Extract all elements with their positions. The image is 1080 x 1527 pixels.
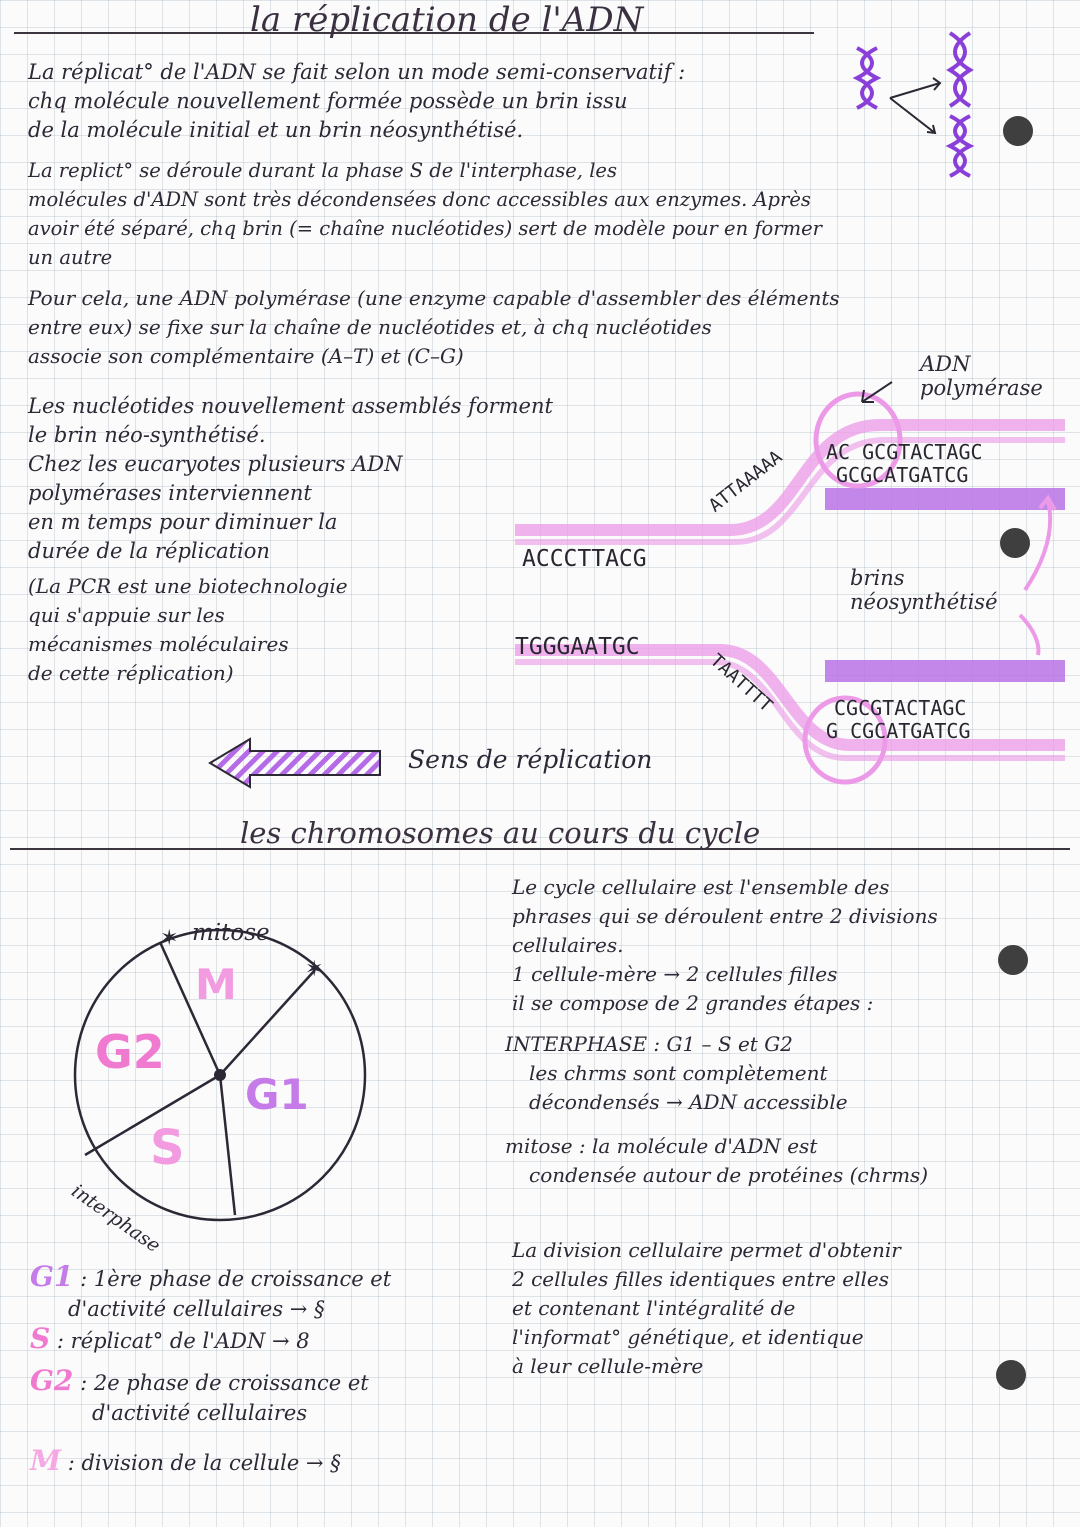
legend-g1: [30, 1262, 510, 1294]
new-strand-label-line-1: brins: [850, 566, 905, 590]
p2-line-3: avoir été séparé, chq brin (= chaîne nucléotides) sert de modèle pour en former: [28, 217, 822, 240]
interphase-arc-label: interphase: [67, 1180, 165, 1258]
p3-line-1: Pour cela, une ADN polymérase (une enzyme capable d'assembler des éléments: [28, 286, 840, 310]
new-strand-label: [850, 566, 998, 614]
interphase-line-3: décondensés → ADN accessible: [529, 1090, 848, 1114]
polymerase-label: [920, 352, 1043, 400]
p1-line-2: chq molécule nouvellement formée possède un brin issu: [28, 89, 628, 113]
phase-label-m: M: [195, 960, 237, 1009]
top-left-seq: ACCCTTACG: [522, 546, 647, 572]
section1-title: la réplication de l'ADN: [250, 0, 644, 40]
legend-key-g2: G2: [30, 1364, 74, 1397]
top-curve-seq: ATTAAAAA: [705, 446, 787, 517]
p4-line-6: durée de la réplication: [28, 539, 270, 563]
direction-arrow-icon: [205, 735, 385, 795]
legend-text-m: : division de la cellule → §: [67, 1451, 341, 1475]
polymerase-label-line-1: ADN: [920, 352, 971, 376]
svg-text:✶: ✶: [305, 957, 324, 982]
p5-line-1: (La PCR est une biotechnologie: [28, 574, 348, 598]
p4-line-3: Chez les eucaryotes plusieurs ADN: [28, 452, 403, 476]
p4-line-1: Les nucléotides nouvellement assemblés forment: [28, 394, 553, 418]
legend-key-m: M: [30, 1444, 61, 1477]
p4-line-5: en m temps pour diminuer la: [28, 510, 338, 534]
p2-line-4: un autre: [28, 246, 113, 269]
intro-line-3: cellulaires.: [512, 933, 624, 957]
legend-s: [30, 1324, 510, 1356]
legend-text-s: : réplicat° de l'ADN → 8: [56, 1329, 310, 1353]
p5-line-4: de cette réplication): [28, 661, 234, 685]
division-line-1: La division cellulaire permet d'obtenir: [512, 1238, 901, 1262]
p2-line-2: molécules d'ADN sont très décondensées donc accessibles aux enzymes. Après: [28, 188, 811, 211]
steps-intro-line: il se compose de 2 grandes étapes :: [512, 991, 874, 1015]
phase-label-g1: G1: [245, 1070, 309, 1119]
section2-title: les chromosomes au cours du cycle: [240, 816, 761, 850]
legend-g2: [30, 1366, 510, 1398]
legend-m: [30, 1446, 510, 1478]
phase-legend: [30, 1262, 510, 1478]
p5-line-3: mécanismes moléculaires: [28, 632, 289, 656]
cycle-intro: [512, 873, 1072, 1018]
paragraph-polymerase: [28, 284, 1058, 371]
p3-line-3: associe son complémentaire (A–T) et (C–G): [28, 344, 464, 368]
mother-cell-line: 1 cellule-mère → 2 cellules filles: [512, 962, 838, 986]
interphase-bullet: [505, 1030, 1045, 1117]
division-line-4: l'informat° génétique, et identique: [512, 1325, 864, 1349]
p1-line-1: La réplicat° de l'ADN se fait selon un mode semi-conservatif :: [28, 60, 686, 84]
p4-line-4: polymérases interviennent: [28, 481, 312, 505]
top-right-seq-2: GCGCATGATCG: [836, 463, 969, 487]
legend-g2-cont: d'activité cellulaires: [92, 1401, 308, 1425]
legend-key-s: S: [30, 1322, 51, 1355]
polymerase-label-line-2: polymérase: [920, 376, 1043, 400]
mitose-arc-label: mitose: [192, 920, 270, 946]
p5-line-2: qui s'appuie sur les: [28, 603, 225, 627]
division-paragraph: [512, 1236, 1072, 1381]
legend-text-g2: : 2e phase de croissance et: [80, 1371, 369, 1395]
p3-line-2: entre eux) se fixe sur la chaîne de nucléotides et, à chq nucléotides: [28, 315, 712, 339]
intro-line-1: Le cycle cellulaire est l'ensemble des: [512, 875, 890, 899]
division-line-3: et contenant l'intégralité de: [512, 1296, 796, 1320]
direction-label: Sens de réplication: [408, 745, 653, 774]
bottom-curve-seq: TAATTTT: [705, 650, 777, 717]
intro-line-2: phrases qui se déroulent entre 2 divisions: [512, 904, 938, 928]
paragraph-neosynthesis: [28, 392, 553, 566]
paragraph-semi-conservative: [28, 58, 848, 145]
mitose-line-2: condensée autour de protéines (chrms): [529, 1163, 929, 1187]
interphase-line-2: les chrms sont complètement: [529, 1061, 828, 1085]
mitose-bullet: [505, 1132, 1065, 1190]
paragraph-pcr: [28, 572, 488, 688]
division-line-5: à leur cellule-mère: [512, 1354, 704, 1378]
svg-text:✶: ✶: [160, 926, 179, 951]
bottom-right-seq-2: G CGCATGATCG: [826, 719, 971, 743]
paragraph-phase-s: [28, 156, 1058, 272]
binder-hole-1: [1003, 116, 1033, 146]
phase-label-s: S: [150, 1120, 185, 1176]
p2-line-1: La replict° se déroule durant la phase S de l'interphase, les: [28, 159, 617, 182]
p4-line-2: le brin néo-synthétisé.: [28, 423, 266, 447]
division-line-2: 2 cellules filles identiques entre elles: [512, 1267, 889, 1291]
phase-label-g2: G2: [95, 1025, 165, 1079]
legend-g1-cont: d'activité cellulaires → §: [68, 1297, 325, 1321]
top-right-seq-1: AC GCGTACTAGC: [826, 440, 983, 464]
mitose-line-1: mitose : la molécule d'ADN est: [505, 1134, 818, 1158]
new-strand-label-line-2: néosynthétisé: [850, 590, 998, 614]
legend-text-g1: : 1ère phase de croissance et: [80, 1267, 392, 1291]
bottom-right-seq-1: CGCGTACTAGC: [834, 696, 967, 720]
p1-line-3: de la molécule initial et un brin néosynthétisé.: [28, 118, 524, 142]
bottom-left-seq: TGGGAATGC: [515, 634, 640, 660]
interphase-line-1: INTERPHASE : G1 – S et G2: [505, 1032, 793, 1056]
legend-key-g1: G1: [30, 1260, 74, 1293]
